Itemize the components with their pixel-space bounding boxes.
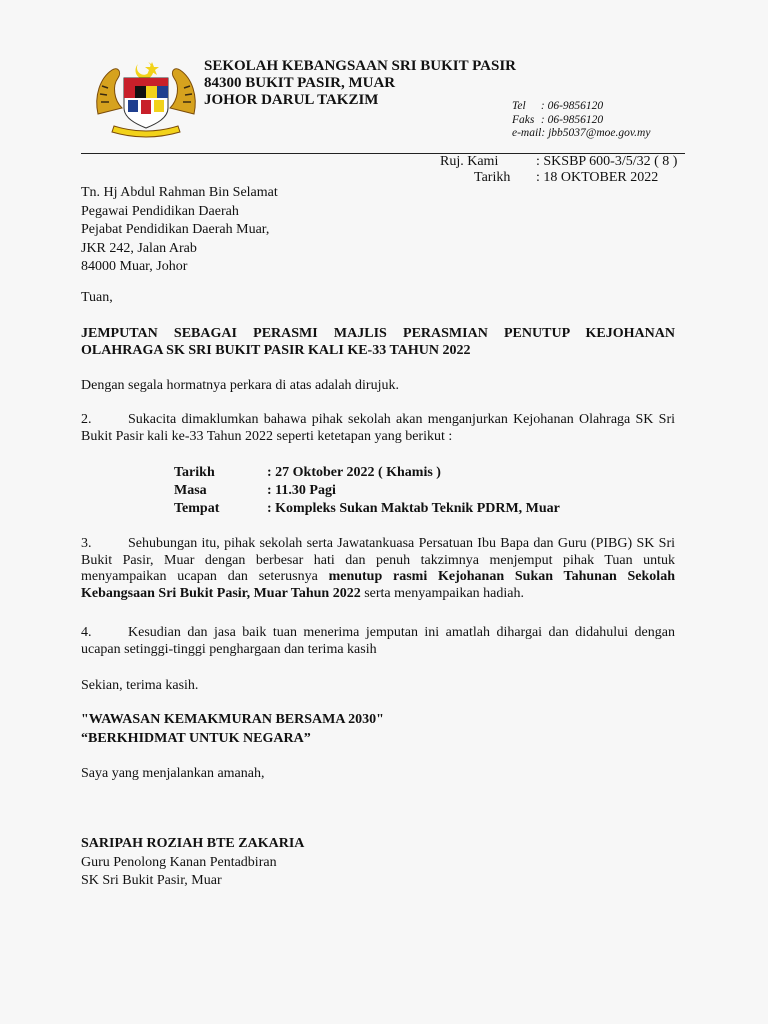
signatory-name: SARIPAH ROZIAH BTE ZAKARIA [81,836,305,851]
paragraph-text: ucapan setinggi-tinggi penghargaan dan terima kasih [81,641,377,657]
contact-block [512,100,650,141]
event-details [174,464,560,518]
event-time-label: Masa [174,483,207,498]
slogan-line: “BERKHIDMAT UNTUK NEGARA” [81,731,311,746]
recipient-line: Pegawai Pendidikan Daerah [81,203,239,219]
paragraph-3 [81,536,675,602]
letterhead [204,58,516,109]
school-name: SEKOLAH KEBANGSAAN SRI BUKIT PASIR [204,58,517,74]
paragraph-bold-text: menutup rasmi Kejohanan Sukan Tahunan Sekolah [328,569,675,584]
subject-heading [81,326,675,359]
paragraph-2 [81,412,675,445]
reference-block [440,154,677,186]
slogan-line: "WAWASAN KEMAKMURAN BERSAMA 2030" [81,712,384,727]
event-place-value: : Kompleks Sukan Maktab Teknik PDRM, Muar [267,501,560,516]
closing-text: Sekian, terima kasih. [81,678,199,693]
tel-value: : 06-9856120 [540,100,604,112]
faks-value: : 06-9856120 [540,113,604,126]
recipient-line: Pejabat Pendidikan Daerah Muar, [81,222,270,237]
paragraph-bold-text: Kebangsaan Sri Bukit Pasir, Muar Tahun 2022 [81,585,361,601]
recipient-line: JKR 242, Jalan Arab [81,240,197,256]
paragraph-text: Bukit Pasir kali ke-33 Tahun 2022 seperti ketetapan yang berikut : [81,428,453,444]
salutation: Tuan, [81,290,113,305]
recipient-line: 84000 Muar, Johor [81,259,188,274]
ruj-label: Ruj. Kami [440,154,499,169]
paragraph-number: 2. [81,412,92,427]
subject-line: JEMPUTAN SEBAGAI PERASMI MAJLIS PERASMIAN PENUTUP KEJOHANAN [81,326,675,341]
paragraph-number: 4. [81,625,92,640]
signatory-org: SK Sri Bukit Pasir, Muar [81,873,222,888]
date-label: Tarikh [474,170,511,185]
paragraph-text: serta menyampaikan hadiah. [360,585,524,601]
recipient-address [81,184,278,277]
email-text: e-mail: jbb5037@moe.gov.my [512,127,651,139]
paragraph-text: Kesudian dan jasa baik tuan menerima jemputan ini amatlah dihargai dan didahului dengan [128,625,675,640]
event-date-label: Tarikh [174,465,215,480]
event-time-value: : 11.30 Pagi [267,483,336,498]
signoff-phrase: Saya yang menjalankan amanah, [81,766,265,781]
paragraph-text: Bukit Pasir, Muar dengan berbesar hati dan penuh takzimnya menjemput pihak Tuan untuk [81,552,675,568]
school-address: 84300 BUKIT PASIR, MUAR [204,75,396,91]
tel-label: Tel [512,100,526,112]
event-place-label: Tempat [174,501,220,516]
ruj-value: : SKSBP 600-3/5/32 ( 8 ) [536,154,678,169]
coat-of-arms-logo [92,56,200,140]
school-state: JOHOR DARUL TAKZIM [204,92,379,108]
signatory-title: Guru Penolong Kanan Pentadbiran [81,855,277,870]
intro-paragraph: Dengan segala hormatnya perkara di atas adalah dirujuk. [81,378,399,393]
paragraph-text: Sehubungan itu, pihak sekolah serta Jawatankuasa Persatuan Ibu Bapa dan Guru (PIBG) SK Sri [128,536,675,551]
paragraph-number: 3. [81,536,92,551]
date-value: : 18 OKTOBER 2022 [536,170,659,185]
paragraph-text: menyampaikan ucapan dan seterusnya [81,569,329,584]
faks-label: Faks [512,113,535,126]
paragraph-4 [81,625,675,658]
paragraph-text: Sukacita dimaklumkan bahawa pihak sekolah akan menganjurkan Kejohanan Olahraga SK Sri [128,412,675,427]
event-date-value: : 27 Oktober 2022 ( Khamis ) [267,465,441,480]
subject-line: OLAHRAGA SK SRI BUKIT PASIR KALI KE-33 TAHUN 2022 [81,342,471,358]
recipient-line: Tn. Hj Abdul Rahman Bin Selamat [81,185,278,200]
